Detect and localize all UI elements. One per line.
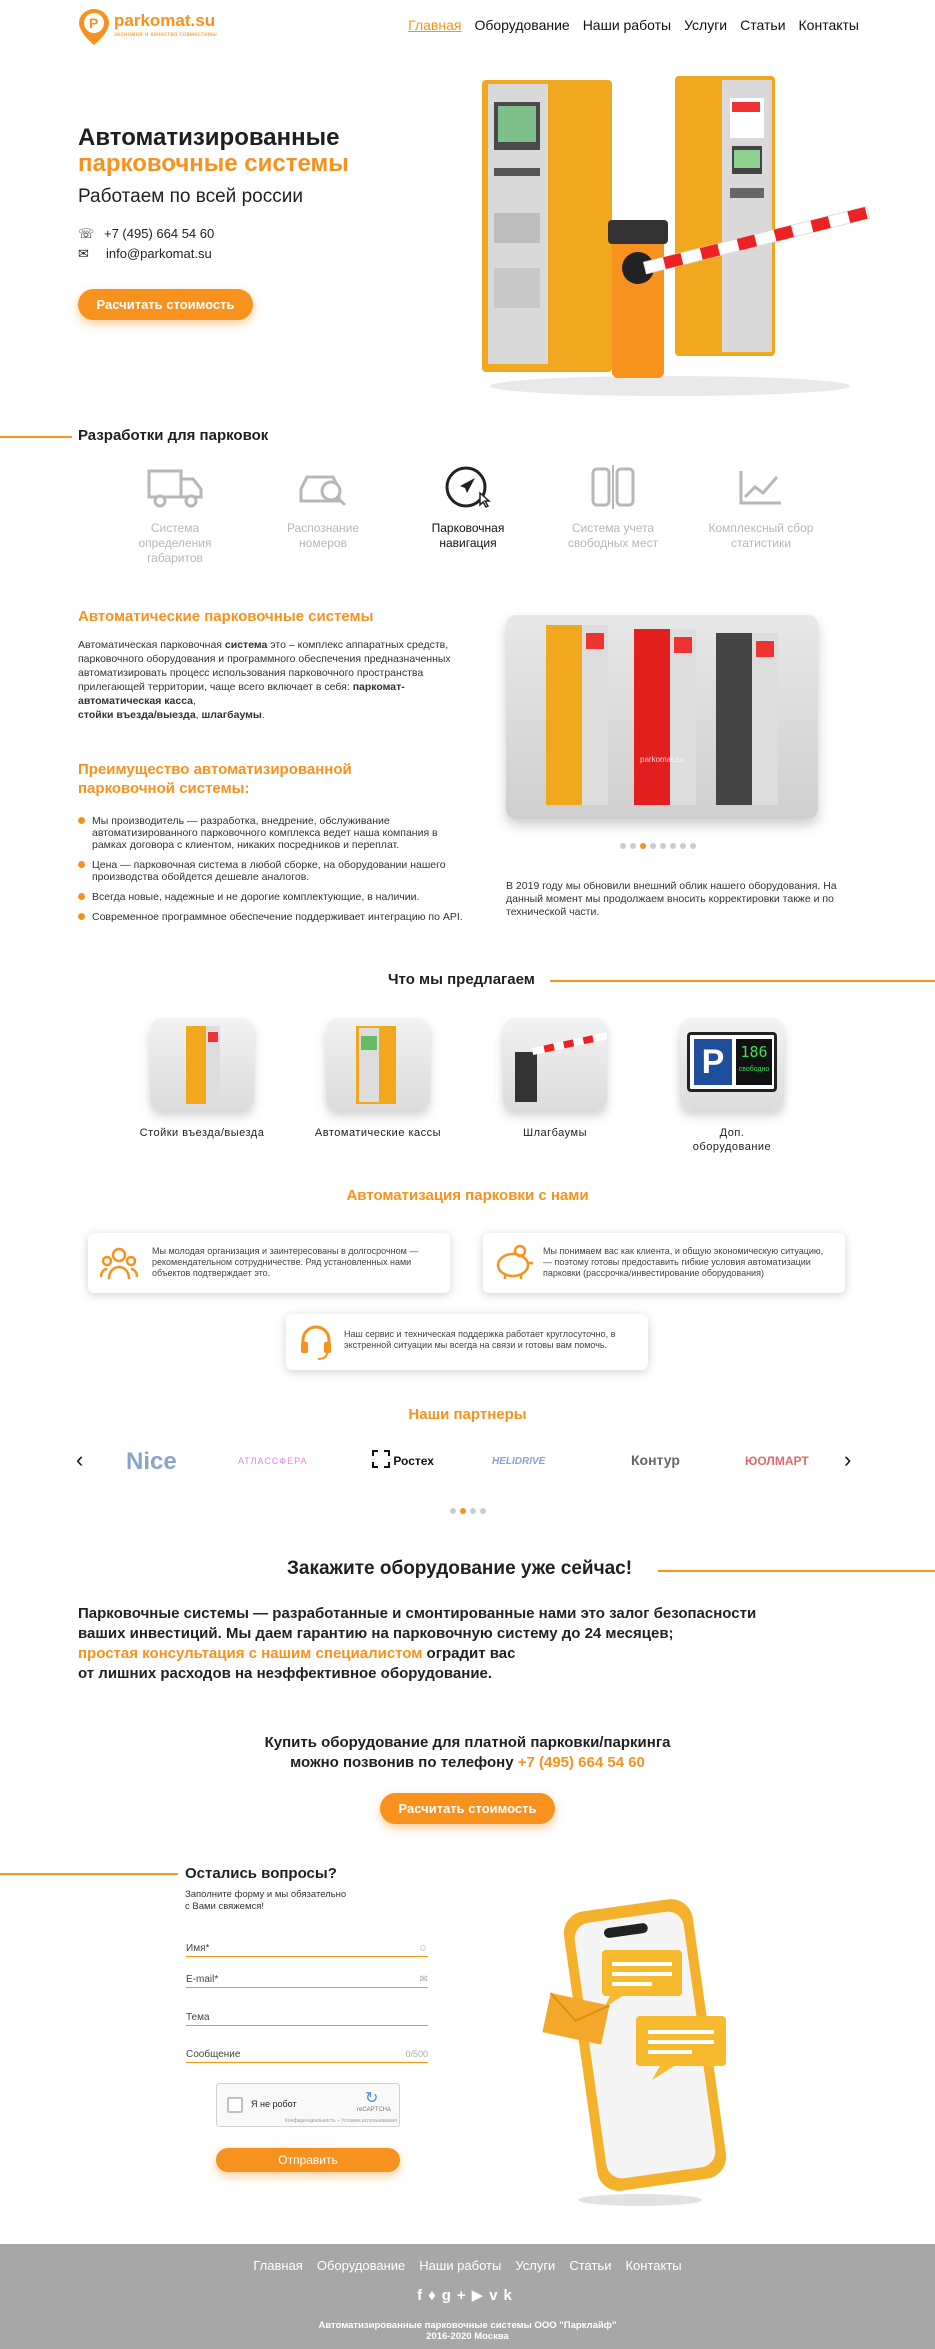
- dev-title-line: [0, 436, 72, 438]
- footer-nav-works[interactable]: Наши работы: [419, 2258, 502, 2273]
- dev-label-plates: Распознание номеров: [286, 521, 360, 550]
- footer-nav-home[interactable]: Главная: [253, 2258, 303, 2273]
- headset-icon: [298, 1324, 334, 1360]
- carousel-dot[interactable]: [680, 843, 686, 849]
- logo-text: parkomat.su: [114, 11, 216, 30]
- chart-line-icon: [733, 465, 789, 509]
- list-item: Цена — парковочная система в любой сборке, на оборудовании нашего производства обойдется дешевле аналогов.: [78, 859, 468, 883]
- carousel-dot[interactable]: [620, 843, 626, 849]
- captcha-links: Конфиденциальность – Условия использования: [285, 2118, 397, 2124]
- automation-card-team: [88, 1233, 450, 1293]
- footer: [0, 2244, 935, 2349]
- automation-card-finance: [483, 1233, 845, 1293]
- dev-item-plates[interactable]: [268, 465, 378, 551]
- subject-field[interactable]: [186, 2012, 428, 2026]
- kiosks-image: [506, 615, 818, 819]
- form-subtitle-2: с Вами свяжемся!: [185, 1901, 265, 1912]
- hero-phone[interactable]: +7 (495) 664 54 60: [104, 226, 215, 241]
- mail-icon: ✉: [78, 246, 89, 261]
- captcha-brand: reCAPTCHA: [357, 2107, 392, 2113]
- name-field[interactable]: [186, 1943, 428, 1957]
- footer-nav-articles[interactable]: Статьи: [569, 2258, 612, 2273]
- auto-title: Автоматические парковочные системы: [78, 608, 374, 625]
- logo[interactable]: [78, 8, 238, 46]
- partner-logo-yulmart[interactable]: ЮОЛМАРТ: [745, 1454, 809, 1468]
- hero-subtitle: Работаем по всей россии: [78, 186, 303, 207]
- form-title: Остались вопросы?: [185, 1865, 337, 1882]
- carousel-dot[interactable]: [630, 843, 636, 849]
- form-subtitle-1: Заполните форму и мы обязательно: [185, 1889, 347, 1900]
- footer-copyright: [0, 2320, 935, 2342]
- order-text-3: от лишних расходов на неэффективное оборудование.: [78, 1665, 493, 1682]
- facebook-icon[interactable]: f: [417, 2287, 429, 2304]
- parking-sign: [687, 1032, 777, 1092]
- photo-watermark: parkomat.su: [640, 755, 685, 764]
- nav-articles[interactable]: Статьи: [740, 17, 786, 33]
- dev-label-navigation: Парковочная навигация: [431, 521, 505, 550]
- buy-text: [0, 1733, 935, 1773]
- cashier-image: [326, 1018, 430, 1110]
- logo-tagline: экономия и качество совместимы: [114, 32, 217, 38]
- footer-nav-equipment[interactable]: Оборудование: [316, 2258, 406, 2273]
- sign-letter: P: [694, 1039, 732, 1085]
- automation-card-support: [286, 1314, 648, 1370]
- automation-title: Автоматизация парковки с нами: [346, 1187, 589, 1204]
- auto-text-2: это – комплекс аппаратных средств, парковочного оборудования и программного обеспечения предназначенных автоматизировать процесс использования парковочного пространства прилегающей территории, чаще всего включает в себя:: [78, 639, 451, 693]
- email-label: E-mail*: [186, 1974, 219, 1985]
- auto-text-4: ,: [195, 709, 202, 721]
- carousel-dots: [620, 843, 696, 849]
- recaptcha-icon: ↻: [365, 2090, 379, 2107]
- dev-item-free-spots[interactable]: [558, 465, 668, 551]
- carousel-dot[interactable]: [670, 843, 676, 849]
- auto-text-bold-1: система: [224, 639, 268, 651]
- phone-messages-image: [540, 1898, 740, 2210]
- order-title-line: [658, 1570, 935, 1572]
- sign-status: свободно: [738, 1066, 770, 1073]
- automation-text-finance: Мы понимаем вас как клиента, и общую экономическую ситуацию, — поэтому готовы предоставить гибкие условия автоматизации парковки (рассрочка/инвестирование оборудования): [543, 1246, 824, 1278]
- order-text-2: [78, 1644, 758, 1664]
- offer-card-barriers[interactable]: [503, 1018, 607, 1110]
- nav-equipment[interactable]: Оборудование: [474, 17, 570, 33]
- footer-nav-services[interactable]: Услуги: [515, 2258, 556, 2273]
- copyright-line-2: 2016-2020 Москва: [426, 2331, 509, 2342]
- offer-label-barriers: Шлагбаумы: [522, 1127, 588, 1139]
- carousel-dot[interactable]: [660, 843, 666, 849]
- dev-item-dimensions[interactable]: [120, 465, 230, 566]
- buy-phone[interactable]: +7 (495) 664 54 60: [517, 1754, 645, 1771]
- order-text-1: Парковочные системы — разработанные и смонтированные нами это залог безопасности ваших инвестиций. Мы даем гарантию на парковочную систему до 24 месяцев;: [78, 1605, 757, 1642]
- partners-dots: [450, 1508, 486, 1514]
- partner-logo-helidrive[interactable]: HELIDRIVE: [492, 1456, 546, 1467]
- hero-cta-button[interactable]: Расчитать стоимость: [78, 289, 253, 320]
- logo-pin-icon: [78, 8, 110, 46]
- nav-services[interactable]: Услуги: [684, 17, 728, 33]
- carousel-dot[interactable]: [640, 843, 646, 849]
- buy-line-1: Купить оборудование для платной парковки/паркинга: [264, 1734, 671, 1751]
- footer-nav: [0, 2257, 935, 2275]
- offer-label-stands: Стойки въезда/выезда: [139, 1127, 265, 1139]
- subject-label: Тема: [186, 2012, 210, 2023]
- carousel-dot[interactable]: [690, 843, 696, 849]
- car-search-icon: [295, 465, 351, 509]
- auto-description: [78, 638, 470, 722]
- auto-text-5: .: [261, 709, 265, 721]
- partner-logo-nice[interactable]: Nice: [126, 1448, 177, 1475]
- hero-title: [78, 125, 349, 177]
- svg-text:P: P: [89, 15, 99, 31]
- message-label: Сообщение: [186, 2049, 241, 2060]
- sign-count: 186: [740, 1043, 768, 1061]
- dev-item-statistics[interactable]: [706, 465, 816, 551]
- nav-works[interactable]: Наши работы: [582, 17, 672, 33]
- twitter-icon[interactable]: ♦: [428, 2287, 442, 2304]
- carousel-dot[interactable]: [470, 1508, 476, 1514]
- dev-label-statistics: Комплексный сбор статистики: [708, 521, 814, 550]
- truck-icon: [145, 465, 205, 509]
- photo-caption: В 2019 году мы обновили внешний облик нашего оборудования. На данный момент мы продолжаем вносить корректировки также и по технической части.: [506, 880, 837, 918]
- team-icon: [100, 1245, 138, 1281]
- offer-label-extra: Доп. оборудование: [692, 1127, 772, 1153]
- carousel-dot[interactable]: [650, 843, 656, 849]
- captcha-label: Я не робот: [251, 2099, 297, 2109]
- phone-icon: ☏: [78, 226, 95, 241]
- rostec-text: Ростех: [393, 1454, 434, 1468]
- hero-title-line1: Автоматизированные: [78, 124, 340, 151]
- partners-title: Наши партнеры: [408, 1406, 527, 1423]
- auto-text-bold-3: стойки въезда/выезда: [78, 709, 196, 721]
- offer-title: Что мы предлагаем: [388, 971, 535, 988]
- captcha-box: [216, 2083, 400, 2127]
- form-title-line: [0, 1873, 178, 1875]
- carousel-dot[interactable]: [480, 1508, 486, 1514]
- order-text: [78, 1604, 758, 1684]
- order-cta-button[interactable]: Расчитать стоимость: [380, 1793, 555, 1824]
- auto-text-bold-2: паркомат-автоматическая касса: [78, 681, 405, 707]
- hero-email-row: [78, 246, 212, 262]
- partner-logo-atlassfera[interactable]: АТЛАССФЕРА: [238, 1456, 308, 1466]
- automation-text-team: Мы молодая организация и заинтересованы в долгосрочном — рекомендательном сотрудничестве. Ряд установленных нами объектов подтверждает это.: [152, 1246, 419, 1278]
- social-links: [0, 2286, 935, 2304]
- message-counter: 0/500: [405, 2049, 428, 2059]
- hero-title-line2: парковочные системы: [78, 150, 349, 177]
- hero-phone-row: [78, 226, 214, 242]
- auto-text-3: ,: [193, 695, 196, 707]
- buy-line-2: [0, 1753, 935, 1773]
- mail-icon: ✉: [419, 1974, 428, 1985]
- message-field[interactable]: [186, 2049, 428, 2063]
- googleplus-icon[interactable]: g+: [441, 2287, 472, 2304]
- equipment-photo: [506, 615, 818, 819]
- list-item: Современное программное обеспечение поддерживает интеграцию по API.: [78, 911, 468, 923]
- carousel-dot[interactable]: [450, 1508, 456, 1514]
- list-item: Мы производитель — разработка, внедрение, обслуживание автоматизированного парковочного комплекса ведет наша компания в рамках договора с клиентом, никаких посредников и переплат.: [78, 815, 468, 851]
- order-text-2b: оградит вас: [422, 1645, 516, 1662]
- footer-nav-contacts[interactable]: Контакты: [625, 2258, 682, 2273]
- copyright-line-1: Автоматизированные парковочные системы ООО "Парклайф": [318, 2320, 617, 2331]
- partners-prev-button[interactable]: ‹: [76, 1447, 84, 1472]
- auto-text-1: Автоматическая парковочная: [78, 639, 225, 651]
- main-nav: [395, 17, 859, 35]
- order-title: Закажите оборудование уже сейчас!: [287, 1558, 633, 1579]
- dev-label-free-spots: Система учета свободных мест: [567, 521, 659, 550]
- offer-title-line: [550, 980, 935, 982]
- hero-equipment-image: [460, 68, 880, 398]
- offer-card-cashiers[interactable]: [326, 1018, 430, 1110]
- advantages-list: [78, 815, 468, 931]
- automation-text-support: Наш сервис и техническая поддержка работает круглосуточно, в экстренной ситуации мы всегда на связи и готовы вам помочь.: [344, 1329, 616, 1350]
- form-subtitle: [185, 1889, 346, 1913]
- offer-label-cashiers: Автоматические кассы: [314, 1127, 442, 1139]
- dev-label-dimensions: Система определения габаритов: [138, 521, 212, 565]
- piggy-bank-icon: [493, 1243, 535, 1281]
- name-label: Имя*: [186, 1943, 210, 1954]
- navigation-icon: [440, 465, 496, 509]
- nav-home[interactable]: Главная: [408, 17, 462, 33]
- offer-card-stands[interactable]: [150, 1018, 254, 1110]
- youtube-icon[interactable]: ▶: [471, 2287, 490, 2304]
- captcha-checkbox[interactable]: [227, 2097, 243, 2113]
- dev-item-navigation[interactable]: [413, 465, 523, 551]
- partners-next-button[interactable]: ›: [844, 1447, 852, 1472]
- submit-button[interactable]: Отправить: [216, 2148, 400, 2172]
- sign-display: [736, 1039, 772, 1085]
- offer-card-extra[interactable]: [680, 1018, 784, 1110]
- partner-logo-kontur[interactable]: Контур: [631, 1452, 680, 1468]
- stand-image: [150, 1018, 254, 1110]
- parking-spots-icon: [585, 465, 641, 509]
- nav-contacts[interactable]: Контакты: [798, 17, 859, 33]
- carousel-dot[interactable]: [460, 1508, 466, 1514]
- rostec-icon: [372, 1450, 390, 1468]
- vk-icon[interactable]: vk: [489, 2287, 518, 2304]
- dev-title: Разработки для парковок: [78, 427, 269, 444]
- barrier-image: [503, 1018, 607, 1110]
- list-item: Всегда новые, надежные и не дорогие комплектующие, в наличии.: [78, 891, 468, 903]
- email-field[interactable]: [186, 1974, 428, 1988]
- hero-email[interactable]: info@parkomat.su: [106, 246, 212, 261]
- advantages-title: Преимущество автоматизированной парковочной системы:: [78, 761, 352, 797]
- consultation-link[interactable]: простая консультация с нашим специалистом: [78, 1645, 423, 1662]
- partner-logo-rostec[interactable]: [372, 1450, 434, 1468]
- auto-text-bold-4: шлагбаумы: [201, 709, 262, 721]
- buy-line-2-text: можно позвонив по телефону: [290, 1754, 518, 1771]
- user-icon: ☺: [417, 1943, 428, 1954]
